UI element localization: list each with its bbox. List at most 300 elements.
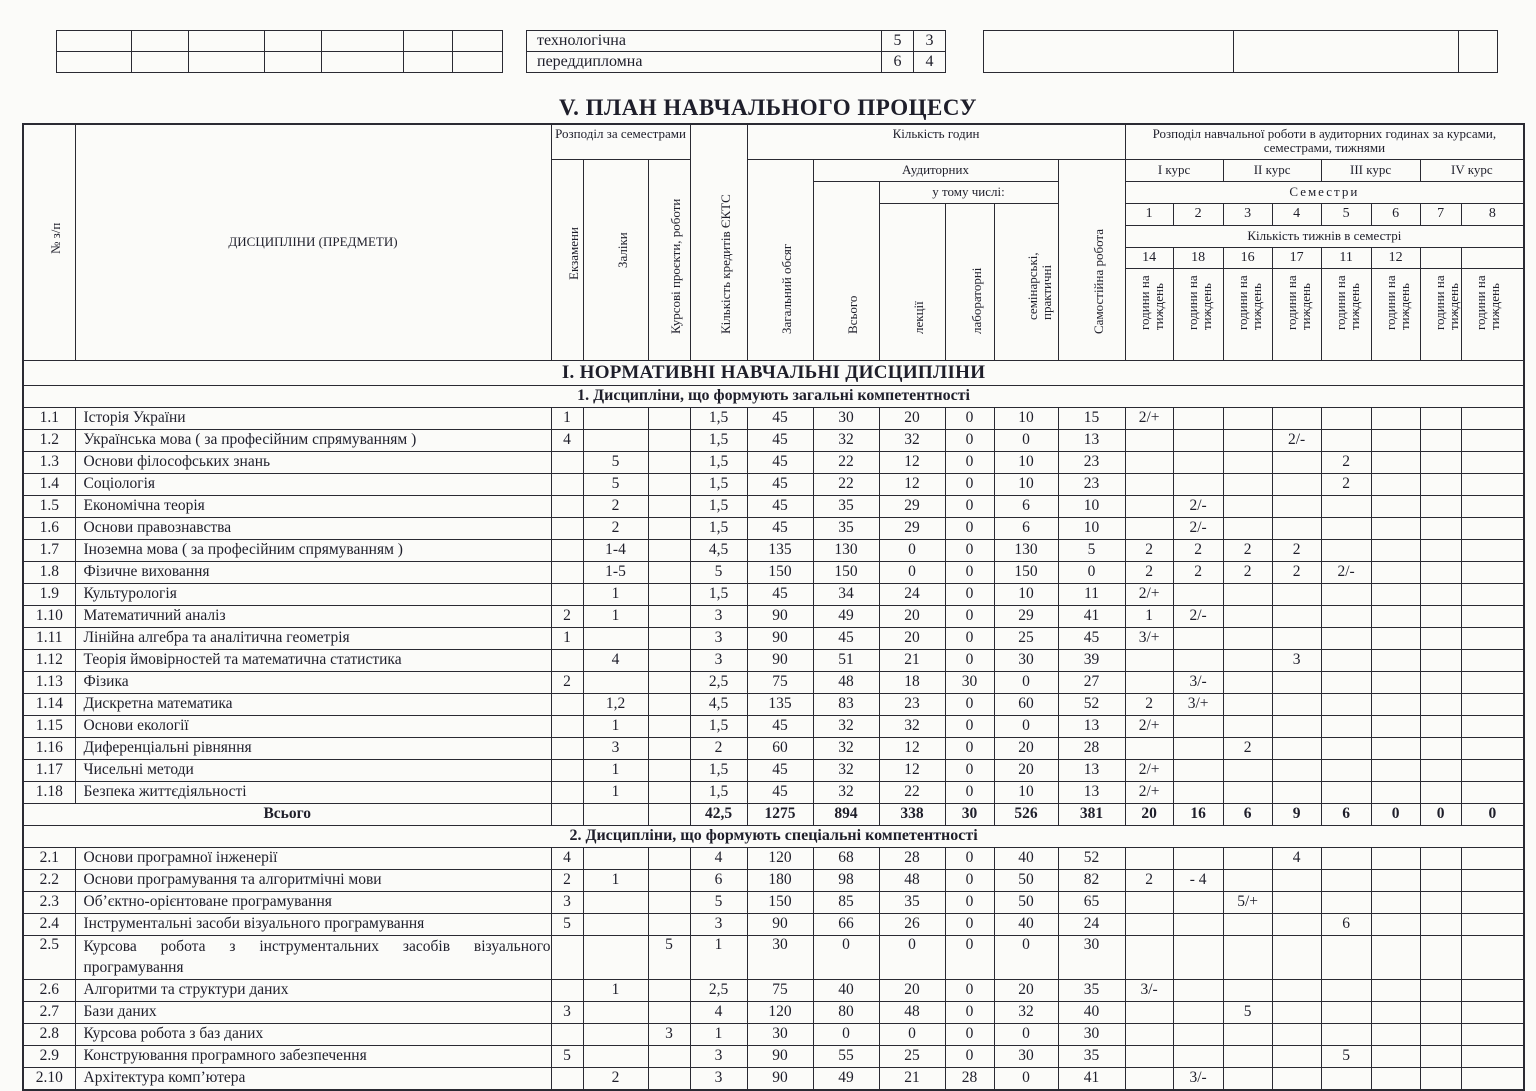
row-number: 1.12 [23, 649, 75, 671]
group-title: 2. Дисципліни, що формують спеціальні компетентності [23, 825, 1524, 847]
table-cell [1272, 693, 1321, 715]
table-cell [583, 1001, 648, 1023]
table-cell: 0 [945, 1023, 994, 1045]
table-cell: 2/- [1173, 517, 1223, 539]
table-cell [1371, 935, 1420, 979]
discipline-name: Безпека життєдіяльності [75, 781, 551, 803]
table-cell: 4 [690, 847, 747, 869]
table-cell [1125, 935, 1173, 979]
discipline-name: Лінійна алгебра та аналітична геометрія [75, 627, 551, 649]
table-cell [1371, 671, 1420, 693]
table-cell [1173, 429, 1223, 451]
table-cell [551, 781, 583, 803]
table-cell [648, 869, 690, 891]
table-cell [1420, 693, 1461, 715]
table-cell [1371, 737, 1420, 759]
table-cell: 30 [1058, 935, 1125, 979]
table-cell: 5 [583, 451, 648, 473]
table-cell: 20 [879, 407, 945, 429]
table-cell: 0 [945, 517, 994, 539]
table-cell: 6 [690, 869, 747, 891]
table-cell [1321, 759, 1371, 781]
table-cell: 2/- [1173, 495, 1223, 517]
table-cell: 35 [813, 495, 879, 517]
table-cell [1371, 1023, 1420, 1045]
table-cell [1371, 649, 1420, 671]
table-cell: 32 [813, 737, 879, 759]
table-cell [1125, 1045, 1173, 1067]
table-cell [1420, 649, 1461, 671]
table-cell: 5 [690, 891, 747, 913]
table-cell [648, 891, 690, 913]
table-row [23, 693, 1524, 715]
table-cell: 11 [1058, 583, 1125, 605]
table-row [23, 979, 1524, 1001]
table-cell: 6 [994, 517, 1058, 539]
row-number: 2.6 [23, 979, 75, 1001]
table-cell [551, 539, 583, 561]
table-cell: 1,5 [690, 451, 747, 473]
table-cell: 90 [747, 913, 813, 935]
table-cell: 45 [747, 715, 813, 737]
table-cell [1420, 979, 1461, 1001]
table-cell: 52 [1058, 693, 1125, 715]
header-seminars: семінарські, практичні [994, 203, 1058, 360]
table-cell [1371, 979, 1420, 1001]
table-cell: 2/+ [1125, 583, 1173, 605]
table-cell: 13 [1058, 759, 1125, 781]
table-cell [1321, 1001, 1371, 1023]
table-cell [1371, 693, 1420, 715]
table-cell [1272, 407, 1321, 429]
table-cell: 0 [945, 473, 994, 495]
table-cell: 0 [945, 561, 994, 583]
table-cell [1371, 561, 1420, 583]
table-cell [1371, 583, 1420, 605]
table-cell: 2 [583, 517, 648, 539]
hours-per-week-label: години на тиждень [1283, 274, 1313, 330]
table-cell: 25 [879, 1045, 945, 1067]
hours-per-week-label: години на тиждень [1431, 274, 1461, 330]
table-cell [1272, 473, 1321, 495]
table-cell: 22 [813, 451, 879, 473]
header-lectures: лекції [879, 203, 945, 360]
group-title: 1. Дисципліни, що формують загальні компетентності [23, 385, 1524, 407]
table-cell: 2 [1272, 539, 1321, 561]
table-cell: 4 [551, 847, 583, 869]
table-cell: 3 [551, 891, 583, 913]
table-cell [551, 759, 583, 781]
table-cell: 5 [690, 561, 747, 583]
table-cell: 35 [813, 517, 879, 539]
table-cell: 0 [879, 539, 945, 561]
table-cell: 40 [994, 847, 1058, 869]
header-including: у тому числі: [879, 181, 1058, 203]
table-cell: 10 [994, 451, 1058, 473]
discipline-name: Історія України [75, 407, 551, 429]
table-cell: 2 [1223, 561, 1272, 583]
table-cell [1125, 495, 1173, 517]
row-number: 1.4 [23, 473, 75, 495]
table-cell: 0 [994, 1067, 1058, 1090]
table-cell [1461, 1001, 1524, 1023]
table-cell [648, 803, 690, 825]
header-semester-weeks [1461, 247, 1524, 360]
table-cell [1461, 429, 1524, 451]
row-number: 2.9 [23, 1045, 75, 1067]
table-cell: 82 [1058, 869, 1125, 891]
table-cell [1272, 781, 1321, 803]
table-cell: 51 [813, 649, 879, 671]
table-cell: 3 [583, 737, 648, 759]
discipline-name: Дискретна математика [75, 693, 551, 715]
table-cell: 150 [747, 561, 813, 583]
table-cell: 2/- [1321, 561, 1371, 583]
table-cell: 3 [551, 1001, 583, 1023]
table-cell [1461, 561, 1524, 583]
table-cell: 4 [551, 429, 583, 451]
header-independent: Самостійна робота [1058, 159, 1125, 360]
discipline-name: Економічна теорія [75, 495, 551, 517]
table-cell [1371, 1045, 1420, 1067]
table-cell [1371, 759, 1420, 781]
table-cell [1321, 627, 1371, 649]
table-cell [1420, 451, 1461, 473]
table-cell: 150 [994, 561, 1058, 583]
table-cell [583, 1045, 648, 1067]
table-cell [583, 891, 648, 913]
table-cell [1272, 1045, 1321, 1067]
discipline-name: Курсова робота з інструментальних засобів візуального програмування [75, 935, 551, 979]
table-cell: 32 [813, 759, 879, 781]
table-cell [1321, 979, 1371, 1001]
header-course-4: ІV курс [1420, 159, 1524, 181]
total-cell: 0 [1461, 803, 1524, 825]
table-cell [1223, 693, 1272, 715]
discipline-name: Бази даних [75, 1001, 551, 1023]
table-cell: 48 [879, 869, 945, 891]
table-cell: 1 [583, 781, 648, 803]
table-cell: 27 [1058, 671, 1125, 693]
table-cell: 32 [813, 715, 879, 737]
table-cell: 40 [1058, 1001, 1125, 1023]
table-cell [1223, 407, 1272, 429]
discipline-name: Математичний аналіз [75, 605, 551, 627]
table-cell: 130 [994, 539, 1058, 561]
table-cell [1173, 891, 1223, 913]
table-cell: 13 [1058, 429, 1125, 451]
table-cell: 12 [879, 473, 945, 495]
table-cell: 45 [813, 627, 879, 649]
table-cell [1461, 1045, 1524, 1067]
table-cell: 135 [747, 693, 813, 715]
semester-weeks-count: 11 [1321, 248, 1371, 269]
table-cell [1125, 891, 1173, 913]
total-cell: 1275 [747, 803, 813, 825]
semester-weeks-count: 12 [1371, 248, 1420, 269]
header-semester-weeks [1173, 247, 1223, 360]
table-cell: 1,5 [690, 473, 747, 495]
table-cell: 1,2 [583, 693, 648, 715]
table-cell: 25 [994, 627, 1058, 649]
total-cell: 30 [945, 803, 994, 825]
table-cell [648, 539, 690, 561]
header-credits-test: Заліки [583, 159, 648, 360]
table-cell [1125, 1001, 1173, 1023]
hours-per-week-label: години на тиждень [1382, 274, 1412, 330]
table-cell: 2 [1223, 539, 1272, 561]
table-cell: 120 [747, 1001, 813, 1023]
table-cell: 90 [747, 1045, 813, 1067]
table-cell [1223, 935, 1272, 979]
table-row [23, 429, 1524, 451]
table-cell [1420, 759, 1461, 781]
table-cell [1223, 715, 1272, 737]
table-cell [1223, 627, 1272, 649]
table-cell [1321, 671, 1371, 693]
table-cell: 0 [945, 891, 994, 913]
table-cell: 32 [879, 429, 945, 451]
row-number: 2.3 [23, 891, 75, 913]
table-cell: 2 [1125, 869, 1173, 891]
table-cell: 32 [994, 1001, 1058, 1023]
row-number: 1.13 [23, 671, 75, 693]
table-cell [1371, 891, 1420, 913]
table-cell: 90 [747, 627, 813, 649]
header-semester: 4 [1272, 203, 1321, 225]
row-number: 1.6 [23, 517, 75, 539]
table-row [23, 737, 1524, 759]
table-cell: 28 [945, 1067, 994, 1090]
discipline-name: Алгоритми та структури даних [75, 979, 551, 1001]
table-cell [1321, 847, 1371, 869]
total-cell: 381 [1058, 803, 1125, 825]
table-cell [1420, 407, 1461, 429]
table-cell [1272, 495, 1321, 517]
table-cell: 3/- [1173, 1067, 1223, 1090]
table-row [23, 517, 1524, 539]
table-cell: 6 [994, 495, 1058, 517]
table-cell: 90 [747, 1067, 813, 1090]
table-cell: 2,5 [690, 979, 747, 1001]
row-number: 1.3 [23, 451, 75, 473]
table-cell: 3/- [1125, 979, 1173, 1001]
table-cell [1420, 583, 1461, 605]
total-label: Всього [23, 803, 551, 825]
table-cell: 23 [1058, 473, 1125, 495]
table-cell [1125, 649, 1173, 671]
table-cell: 2 [583, 495, 648, 517]
table-cell: 24 [879, 583, 945, 605]
discipline-name: Основи екології [75, 715, 551, 737]
table-cell: 24 [1058, 913, 1125, 935]
header-distribution-hours: Розподіл навчальної роботи в аудиторних годинах за курсами, семестрами, тижнями [1125, 124, 1524, 159]
table-cell [1125, 1067, 1173, 1090]
header-total: Загальний обсяг [747, 159, 813, 360]
table-cell [583, 1023, 648, 1045]
table-cell [551, 451, 583, 473]
table-row [23, 715, 1524, 737]
table-cell: 45 [747, 759, 813, 781]
table-cell [648, 781, 690, 803]
table-cell: 30 [994, 649, 1058, 671]
table-cell [551, 1023, 583, 1045]
table-cell [1371, 1067, 1420, 1090]
table-cell [648, 847, 690, 869]
table-cell [1371, 451, 1420, 473]
header-hours: Кількість годин [747, 124, 1125, 159]
table-cell [1173, 451, 1223, 473]
table-cell: 13 [1058, 715, 1125, 737]
table-cell: 48 [813, 671, 879, 693]
table-cell [1321, 737, 1371, 759]
table-cell: 2/+ [1125, 715, 1173, 737]
table-cell [1125, 737, 1173, 759]
header-coursework: Курсові проєкти, роботи [648, 159, 690, 360]
table-row [23, 627, 1524, 649]
table-cell: 1-4 [583, 539, 648, 561]
table-cell [1461, 451, 1524, 473]
header-semester-weeks [1272, 247, 1321, 360]
table-cell: 3 [648, 1023, 690, 1045]
table-cell [1272, 1001, 1321, 1023]
table-cell [1173, 627, 1223, 649]
table-cell: 32 [879, 715, 945, 737]
table-cell [1321, 869, 1371, 891]
discipline-name: Курсова робота з баз даних [75, 1023, 551, 1045]
table-cell [648, 649, 690, 671]
table-cell: 4 [583, 649, 648, 671]
table-row [23, 495, 1524, 517]
table-cell [1173, 913, 1223, 935]
header-semester: 6 [1371, 203, 1420, 225]
table-cell [1461, 1023, 1524, 1045]
table-row [23, 473, 1524, 495]
table-cell [1420, 539, 1461, 561]
table-cell: 2 [551, 605, 583, 627]
table-cell: 40 [813, 979, 879, 1001]
table-cell [551, 495, 583, 517]
total-cell: 6 [1223, 803, 1272, 825]
table-cell: 28 [879, 847, 945, 869]
table-cell: 1 [690, 1023, 747, 1045]
table-cell: 21 [879, 1067, 945, 1090]
table-cell [1321, 1023, 1371, 1045]
practice-table-fragment [526, 30, 946, 73]
header-semester-weeks [1223, 247, 1272, 360]
table-cell [1272, 1023, 1321, 1045]
table-cell: 1 [583, 979, 648, 1001]
discipline-name: Українська мова ( за професійним спрямуванням ) [75, 429, 551, 451]
row-number: 1.15 [23, 715, 75, 737]
table-cell: 5 [1058, 539, 1125, 561]
table-row [23, 891, 1524, 913]
table-cell [648, 627, 690, 649]
table-cell [1461, 891, 1524, 913]
table-cell [583, 627, 648, 649]
table-cell [551, 649, 583, 671]
table-cell [648, 759, 690, 781]
table-cell: 45 [747, 583, 813, 605]
discipline-name: Основи філософських знань [75, 451, 551, 473]
table-cell: 60 [994, 693, 1058, 715]
row-number: 1.8 [23, 561, 75, 583]
table-cell: 2 [551, 671, 583, 693]
table-cell [1371, 495, 1420, 517]
table-cell [1223, 759, 1272, 781]
table-cell: 1,5 [690, 407, 747, 429]
table-cell [551, 715, 583, 737]
table-cell [1461, 671, 1524, 693]
table-cell: 50 [994, 869, 1058, 891]
table-cell: 1 [1125, 605, 1173, 627]
table-cell [648, 605, 690, 627]
table-cell [1125, 429, 1173, 451]
table-cell: 0 [879, 561, 945, 583]
table-cell [1125, 1023, 1173, 1045]
table-cell [583, 671, 648, 693]
table-cell [1321, 935, 1371, 979]
table-cell: 23 [1058, 451, 1125, 473]
discipline-name: Соціологія [75, 473, 551, 495]
table-cell: 45 [747, 407, 813, 429]
discipline-name: Фізичне виховання [75, 561, 551, 583]
table-cell: 0 [945, 693, 994, 715]
table-cell: 0 [945, 979, 994, 1001]
table-cell [648, 495, 690, 517]
header-course-3: ІІІ курс [1321, 159, 1420, 181]
header-semester-weeks [1420, 247, 1461, 360]
table-cell [1223, 979, 1272, 1001]
table-cell [648, 737, 690, 759]
table-cell: 30 [994, 1045, 1058, 1067]
table-row [23, 451, 1524, 473]
table-cell: 3 [1272, 649, 1321, 671]
header-semester: 5 [1321, 203, 1371, 225]
table-cell [1371, 539, 1420, 561]
discipline-name: Основи програмування та алгоритмічні мови [75, 869, 551, 891]
table-cell: 30 [813, 407, 879, 429]
table-cell: 0 [945, 847, 994, 869]
table-cell [551, 693, 583, 715]
table-cell: 2 [1223, 737, 1272, 759]
table-cell: 2/- [1272, 429, 1321, 451]
table-row [23, 649, 1524, 671]
table-cell [1461, 781, 1524, 803]
table-cell [1173, 781, 1223, 803]
table-cell [1223, 869, 1272, 891]
table-cell [1461, 517, 1524, 539]
table-cell [1420, 715, 1461, 737]
table-cell: 135 [747, 539, 813, 561]
table-cell [1461, 649, 1524, 671]
page-title: V. ПЛАН НАВЧАЛЬНОГО ПРОЦЕСУ [558, 95, 978, 120]
table-cell [1321, 407, 1371, 429]
practice-row: переддипломна 6 4 [527, 52, 946, 73]
row-number: 2.5 [23, 935, 75, 979]
section-title: І. НОРМАТИВНІ НАВЧАЛЬНІ ДИСЦИПЛІНИ [23, 360, 1524, 385]
table-cell: 3 [690, 649, 747, 671]
total-cell: 0 [1420, 803, 1461, 825]
header-number: № з/п [23, 124, 75, 360]
table-cell: 90 [747, 649, 813, 671]
table-cell: 2 [583, 1067, 648, 1090]
table-cell [648, 473, 690, 495]
total-cell: 0 [1371, 803, 1420, 825]
table-cell [1461, 627, 1524, 649]
table-cell: 3 [690, 627, 747, 649]
table-cell [1461, 759, 1524, 781]
